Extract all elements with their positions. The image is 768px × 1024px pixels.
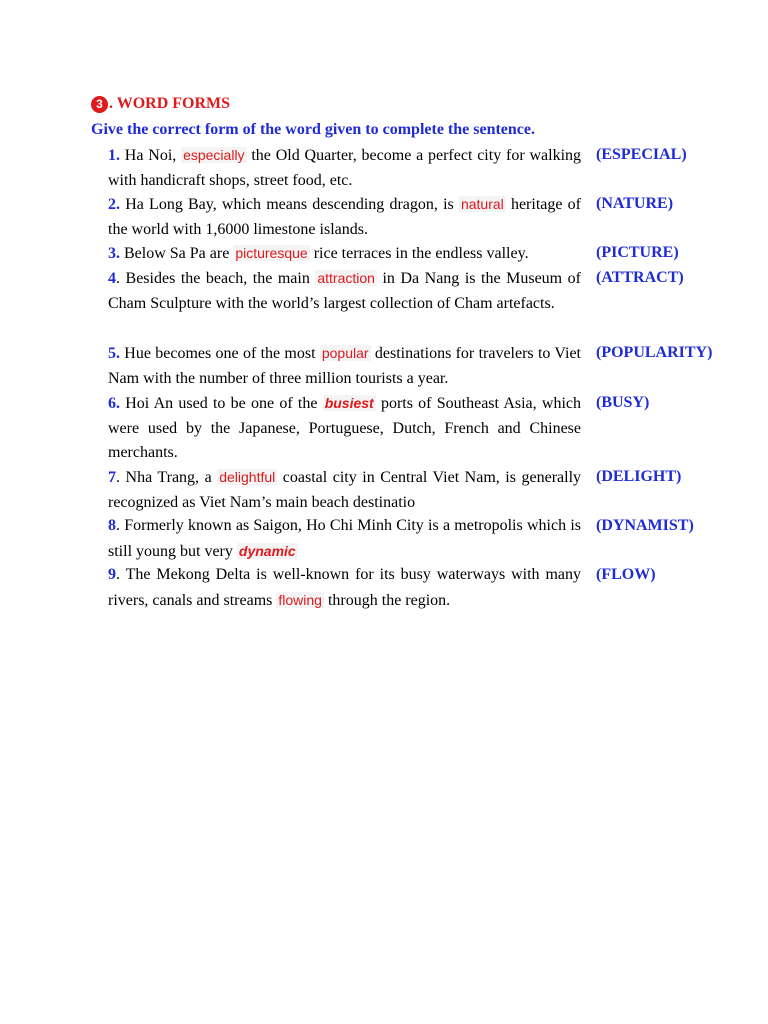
question-text-after: heritage of the world with 1,6000 limestone islands. [108, 196, 582, 238]
question-4 [108, 266, 581, 316]
question-2 [108, 192, 581, 242]
question-text-after: ports of Southeast Asia, which were used by the Japanese, Portuguese, Dutch, French and Chinese merchants. [108, 395, 581, 461]
question-text-after: the Old Quarter, become a perfect city for walking with handicraft shops, street food, etc. [108, 147, 582, 189]
question-text-before: . Besides the beach, the main [116, 270, 316, 287]
question-text-after: coastal city in Central Viet Nam, is generally recognized as Viet Nam’s main beach destinatio [108, 469, 582, 511]
question-text-before: Hoi An used to be one of the [120, 395, 323, 412]
answer-word: attraction [317, 270, 375, 286]
section-number-badge: 3 [91, 96, 108, 113]
question-number: 4 [108, 270, 116, 287]
question-6 [108, 391, 581, 466]
hint-word-2: (NATURE) [596, 195, 674, 212]
answer-word: popular [321, 345, 369, 361]
answer-word: natural [460, 196, 504, 212]
answer-word: flowing [278, 591, 322, 608]
question-text-before: Below Sa Pa are [120, 245, 234, 262]
question-number: 3. [108, 245, 120, 262]
question-number: 8 [108, 517, 116, 534]
question-text-after: destinations for travelers to Viet Nam with the number of three million tourists a year. [108, 345, 581, 387]
question-9 [108, 563, 581, 613]
section-title-text: . WORD FORMS [109, 95, 231, 112]
question-8 [108, 514, 581, 564]
question-text-after: through the region. [323, 591, 451, 609]
hint-word-3: (PICTURE) [596, 244, 679, 261]
hint-word-1: (ESPECIAL) [596, 146, 687, 163]
question-text-after: rice terraces in the endless valley. [309, 245, 529, 262]
question-text-before: Ha Long Bay, which means descending dragon, is [120, 196, 459, 213]
question-1 [108, 143, 581, 193]
question-number: 2. [108, 196, 120, 213]
answer-word: especially [183, 147, 245, 163]
hint-word-6: (BUSY) [596, 394, 650, 411]
question-number: 7 [108, 469, 116, 486]
hint-word-7: (DELIGHT) [596, 468, 682, 485]
question-text-after: in Da Nang is the Museum of Cham Sculpture with the world’s largest collection of Cham artefacts. [108, 270, 581, 312]
answer-word: busiest [324, 395, 374, 411]
question-number: 6. [108, 395, 120, 412]
question-number: 9 [108, 566, 116, 583]
question-text-before: Ha Noi, [120, 147, 182, 164]
question-text-before: . Formerly known as Saigon, Ho Chi Minh City is a metropolis which is still young but very [108, 517, 581, 560]
answer-word: dynamic [238, 542, 296, 559]
question-5 [108, 341, 581, 391]
answer-word: delightful [219, 469, 276, 485]
hint-word-4: (ATTRACT) [596, 269, 684, 286]
question-text-before: . Nha Trang, a [116, 469, 218, 486]
answer-word: picturesque [235, 245, 308, 261]
question-7 [108, 465, 581, 515]
hint-word-5: (POPULARITY) [596, 344, 713, 361]
question-number: 5. [108, 345, 120, 362]
hint-word-9: (FLOW) [596, 566, 656, 583]
section-title [91, 95, 230, 113]
question-text-before: . The Mekong Delta is well-known for its busy waterways with many rivers, canals and streams [108, 566, 581, 609]
question-number: 1. [108, 147, 120, 164]
question-text-before: Hue becomes one of the most [120, 345, 320, 362]
instruction: Give the correct form of the word given to complete the sentence. [91, 121, 535, 138]
hint-word-8: (DYNAMIST) [596, 517, 694, 534]
question-3 [108, 241, 581, 267]
